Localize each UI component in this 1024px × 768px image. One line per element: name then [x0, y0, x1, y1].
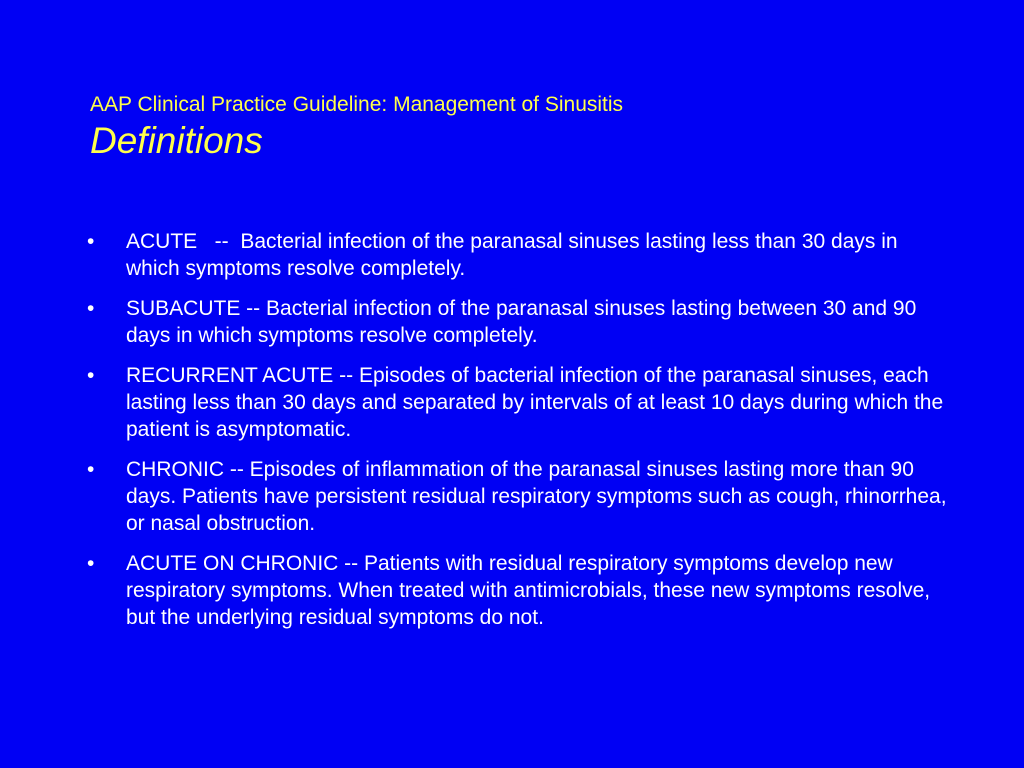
- bullet-icon: •: [87, 230, 95, 253]
- bullet-icon: •: [87, 297, 95, 320]
- bullet-list: [84, 228, 954, 644]
- bullet-text: ACUTE -- Bacterial infection of the paranasal sinuses lasting less than 30 days in which symptoms resolve completely.: [126, 230, 904, 280]
- bullet-item-acute-on-chronic: [84, 550, 954, 631]
- slide-title: AAP Clinical Practice Guideline: Management of Sinusitis: [90, 93, 624, 116]
- bullet-text: CHRONIC -- Episodes of inflammation of the paranasal sinuses lasting more than 90 days. Patients have persistent residual respiratory symptoms such as cough, rhinorrhea, or nasal obstruction.: [126, 458, 953, 535]
- bullet-item-acute: [84, 228, 954, 282]
- bullet-text: ACUTE ON CHRONIC -- Patients with residual respiratory symptoms develop new respiratory symptoms. When treated with antimicrobials, these new symptoms resolve, but the underlying residual symptoms do not.: [126, 552, 936, 629]
- slide-subtitle: Definitions: [90, 120, 263, 161]
- bullet-icon: •: [87, 458, 95, 481]
- bullet-text: RECURRENT ACUTE -- Episodes of bacterial infection of the paranasal sinuses, each lasting less than 30 days and separated by intervals of at least 10 days during which the patient is asymptomatic.: [126, 364, 950, 441]
- bullet-item-subacute: [84, 295, 954, 349]
- bullet-text: SUBACUTE -- Bacterial infection of the paranasal sinuses lasting between 30 and 90 days in which symptoms resolve completely.: [126, 297, 923, 347]
- bullet-item-chronic: [84, 456, 954, 537]
- bullet-icon: •: [87, 364, 95, 387]
- bullet-item-recurrent-acute: [84, 362, 954, 443]
- bullet-icon: •: [87, 552, 95, 575]
- title-block: [90, 91, 970, 163]
